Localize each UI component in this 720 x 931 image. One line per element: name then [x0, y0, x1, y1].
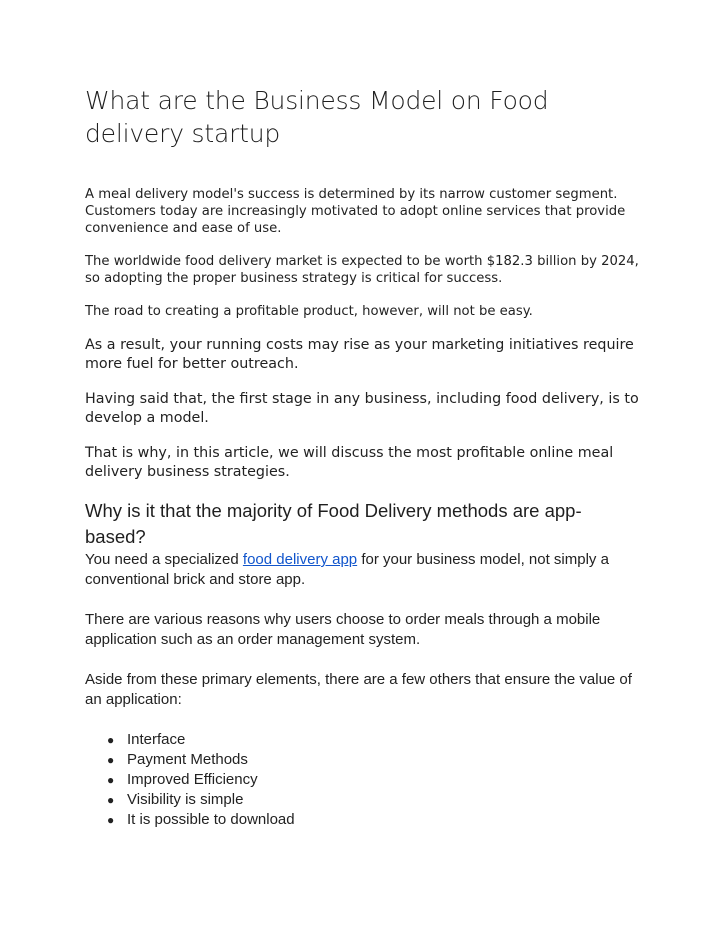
- list-item-label: It is possible to download: [127, 811, 295, 828]
- section-paragraph-1-lead: You need a specialized: [85, 551, 243, 568]
- bullet-icon: ●: [107, 733, 115, 747]
- list-item: [107, 790, 645, 810]
- body-paragraph-2: Having said that, the first stage in any business, including food delivery, is to develop a model.: [85, 391, 639, 426]
- section-paragraph-2: There are various reasons why users choose to order meals through a mobile application such as an order management system.: [85, 611, 601, 648]
- list-item-label: Improved Efficiency: [127, 771, 258, 788]
- list-item: [107, 730, 645, 750]
- feature-list: [85, 730, 645, 830]
- document-page: [85, 84, 645, 830]
- list-item-label: Visibility is simple: [127, 791, 244, 808]
- list-item-label: Payment Methods: [127, 751, 248, 768]
- section-heading: Why is it that the majority of Food Delivery methods are app-based?: [85, 500, 582, 547]
- bullet-icon: ●: [107, 773, 115, 787]
- list-item: [107, 770, 645, 790]
- section-paragraph-1-tail: for your business model, not simply a conventional brick and store app.: [85, 551, 609, 588]
- food-delivery-app-link[interactable]: food delivery app: [242, 551, 358, 568]
- section-paragraph-1: [85, 550, 645, 590]
- section-paragraph-3: Aside from these primary elements, there are a few others that ensure the value of an application:: [85, 671, 632, 708]
- intro-paragraph-3: The road to creating a profitable product, however, will not be easy.: [85, 304, 533, 319]
- page-title: What are the Business Model on Food delivery startup: [85, 86, 549, 148]
- bullet-icon: ●: [107, 753, 115, 767]
- list-item-label: Interface: [127, 731, 186, 748]
- intro-paragraph-1: A meal delivery model's success is determined by its narrow customer segment. Customers today are increasingly motivated to adopt online services that provide convenience and ease of use.: [85, 187, 626, 236]
- body-paragraph-1: As a result, your running costs may rise as your marketing initiatives require more fuel for better outreach.: [85, 337, 634, 372]
- list-item: [107, 810, 645, 830]
- body-paragraph-3: That is why, in this article, we will discuss the most profitable online meal delivery business strategies.: [85, 445, 614, 480]
- bullet-icon: ●: [107, 813, 115, 827]
- bullet-icon: ●: [107, 793, 115, 807]
- list-item: [107, 750, 645, 770]
- intro-paragraph-2: The worldwide food delivery market is expected to be worth $182.3 billion by 2024, so adopting the proper business strategy is critical for success.: [85, 254, 639, 286]
